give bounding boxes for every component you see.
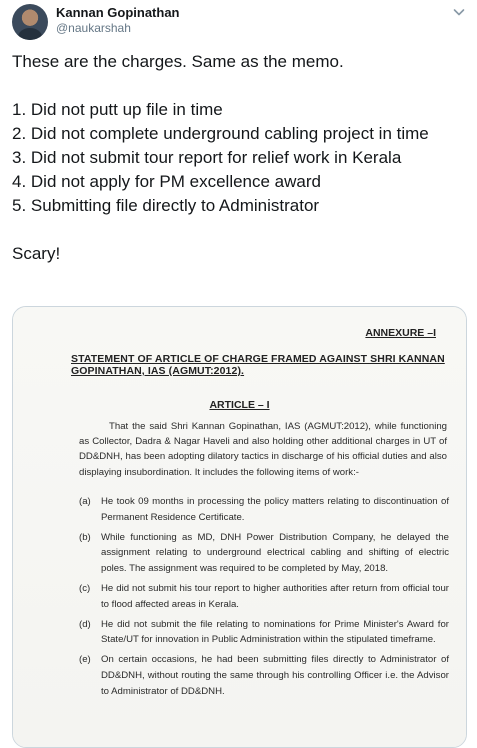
tweet-media-image[interactable]	[12, 306, 467, 748]
doc-charge-item	[79, 494, 449, 526]
doc-charge-item	[79, 652, 449, 699]
charge-text: He did not submit his tour report to higher authorities after return from official tour to flood affected areas in Kerala.	[101, 582, 449, 610]
tweet-line: 4. Did not apply for PM excellence award	[12, 172, 321, 191]
doc-charge-item	[79, 617, 449, 649]
doc-charge-list	[79, 494, 449, 704]
tweet-line: 5. Submitting file directly to Administrator	[12, 196, 320, 215]
charge-marker: (e)	[79, 654, 91, 666]
tweet-line: 1. Did not putt up file in time	[12, 100, 223, 119]
charge-document	[13, 307, 466, 747]
doc-annexure: ANNEXURE –I	[365, 327, 436, 339]
charge-marker: (b)	[79, 531, 91, 543]
tweet-line: These are the charges. Same as the memo.	[12, 52, 344, 71]
user-handle[interactable]: @naukarshah	[56, 21, 131, 35]
charge-text: While functioning as MD, DNH Power Distribution Company, he delayed the assignment relating to underground electrical cabling and shifting of electric poles. The assignment was required to be completed by May, 2018.	[101, 531, 449, 575]
charge-marker: (d)	[79, 618, 91, 630]
charge-text: On certain occasions, he had been submitting files directly to Administrator of DD&DNH, without routing the same through his controlling Officer i.e. the Advisor to Administrator of DD&DNH.	[101, 654, 449, 697]
charge-marker: (c)	[79, 582, 91, 594]
tweet-header	[0, 0, 477, 44]
doc-article-heading: ARTICLE – I	[209, 399, 270, 411]
doc-charge-item	[79, 530, 449, 577]
doc-title: STATEMENT OF ARTICLE OF CHARGE FRAMED AGAINST SHRI KANNAN GOPINATHAN, IAS (AGMUT:2012).	[71, 353, 445, 377]
doc-charge-item	[79, 581, 449, 613]
doc-intro-paragraph: That the said Shri Kannan Gopinathan, IAS (AGMUT:2012), while functioning as Collector, Dadra & Nagar Haveli and also holding other additional charges in UT of DD&DNH, has been adopting dilatory tactics in discharge of his official duties and also displaying insubordination. It includes the following items of work:-	[79, 421, 447, 478]
charge-text: He took 09 months in processing the policy matters relating to discontinuation of Permanent Residence Certificate.	[101, 496, 449, 523]
avatar[interactable]	[12, 4, 48, 40]
tweet-line: 3. Did not submit tour report for relief work in Kerala	[12, 148, 402, 167]
blank-line	[12, 74, 467, 98]
chevron-down-icon[interactable]	[451, 4, 467, 20]
blank-line	[12, 218, 467, 242]
charge-text: He did not submit the file relating to nominations for Prime Minister's Award for State/UT for innovation in Public Administration within the stipulated timeframe.	[101, 618, 449, 646]
tweet-text	[12, 50, 467, 266]
tweet-line: 2. Did not complete underground cabling project in time	[12, 124, 429, 143]
tweet-line: Scary!	[12, 244, 61, 263]
charge-marker: (a)	[79, 496, 91, 507]
display-name[interactable]: Kannan Gopinathan	[56, 5, 180, 20]
